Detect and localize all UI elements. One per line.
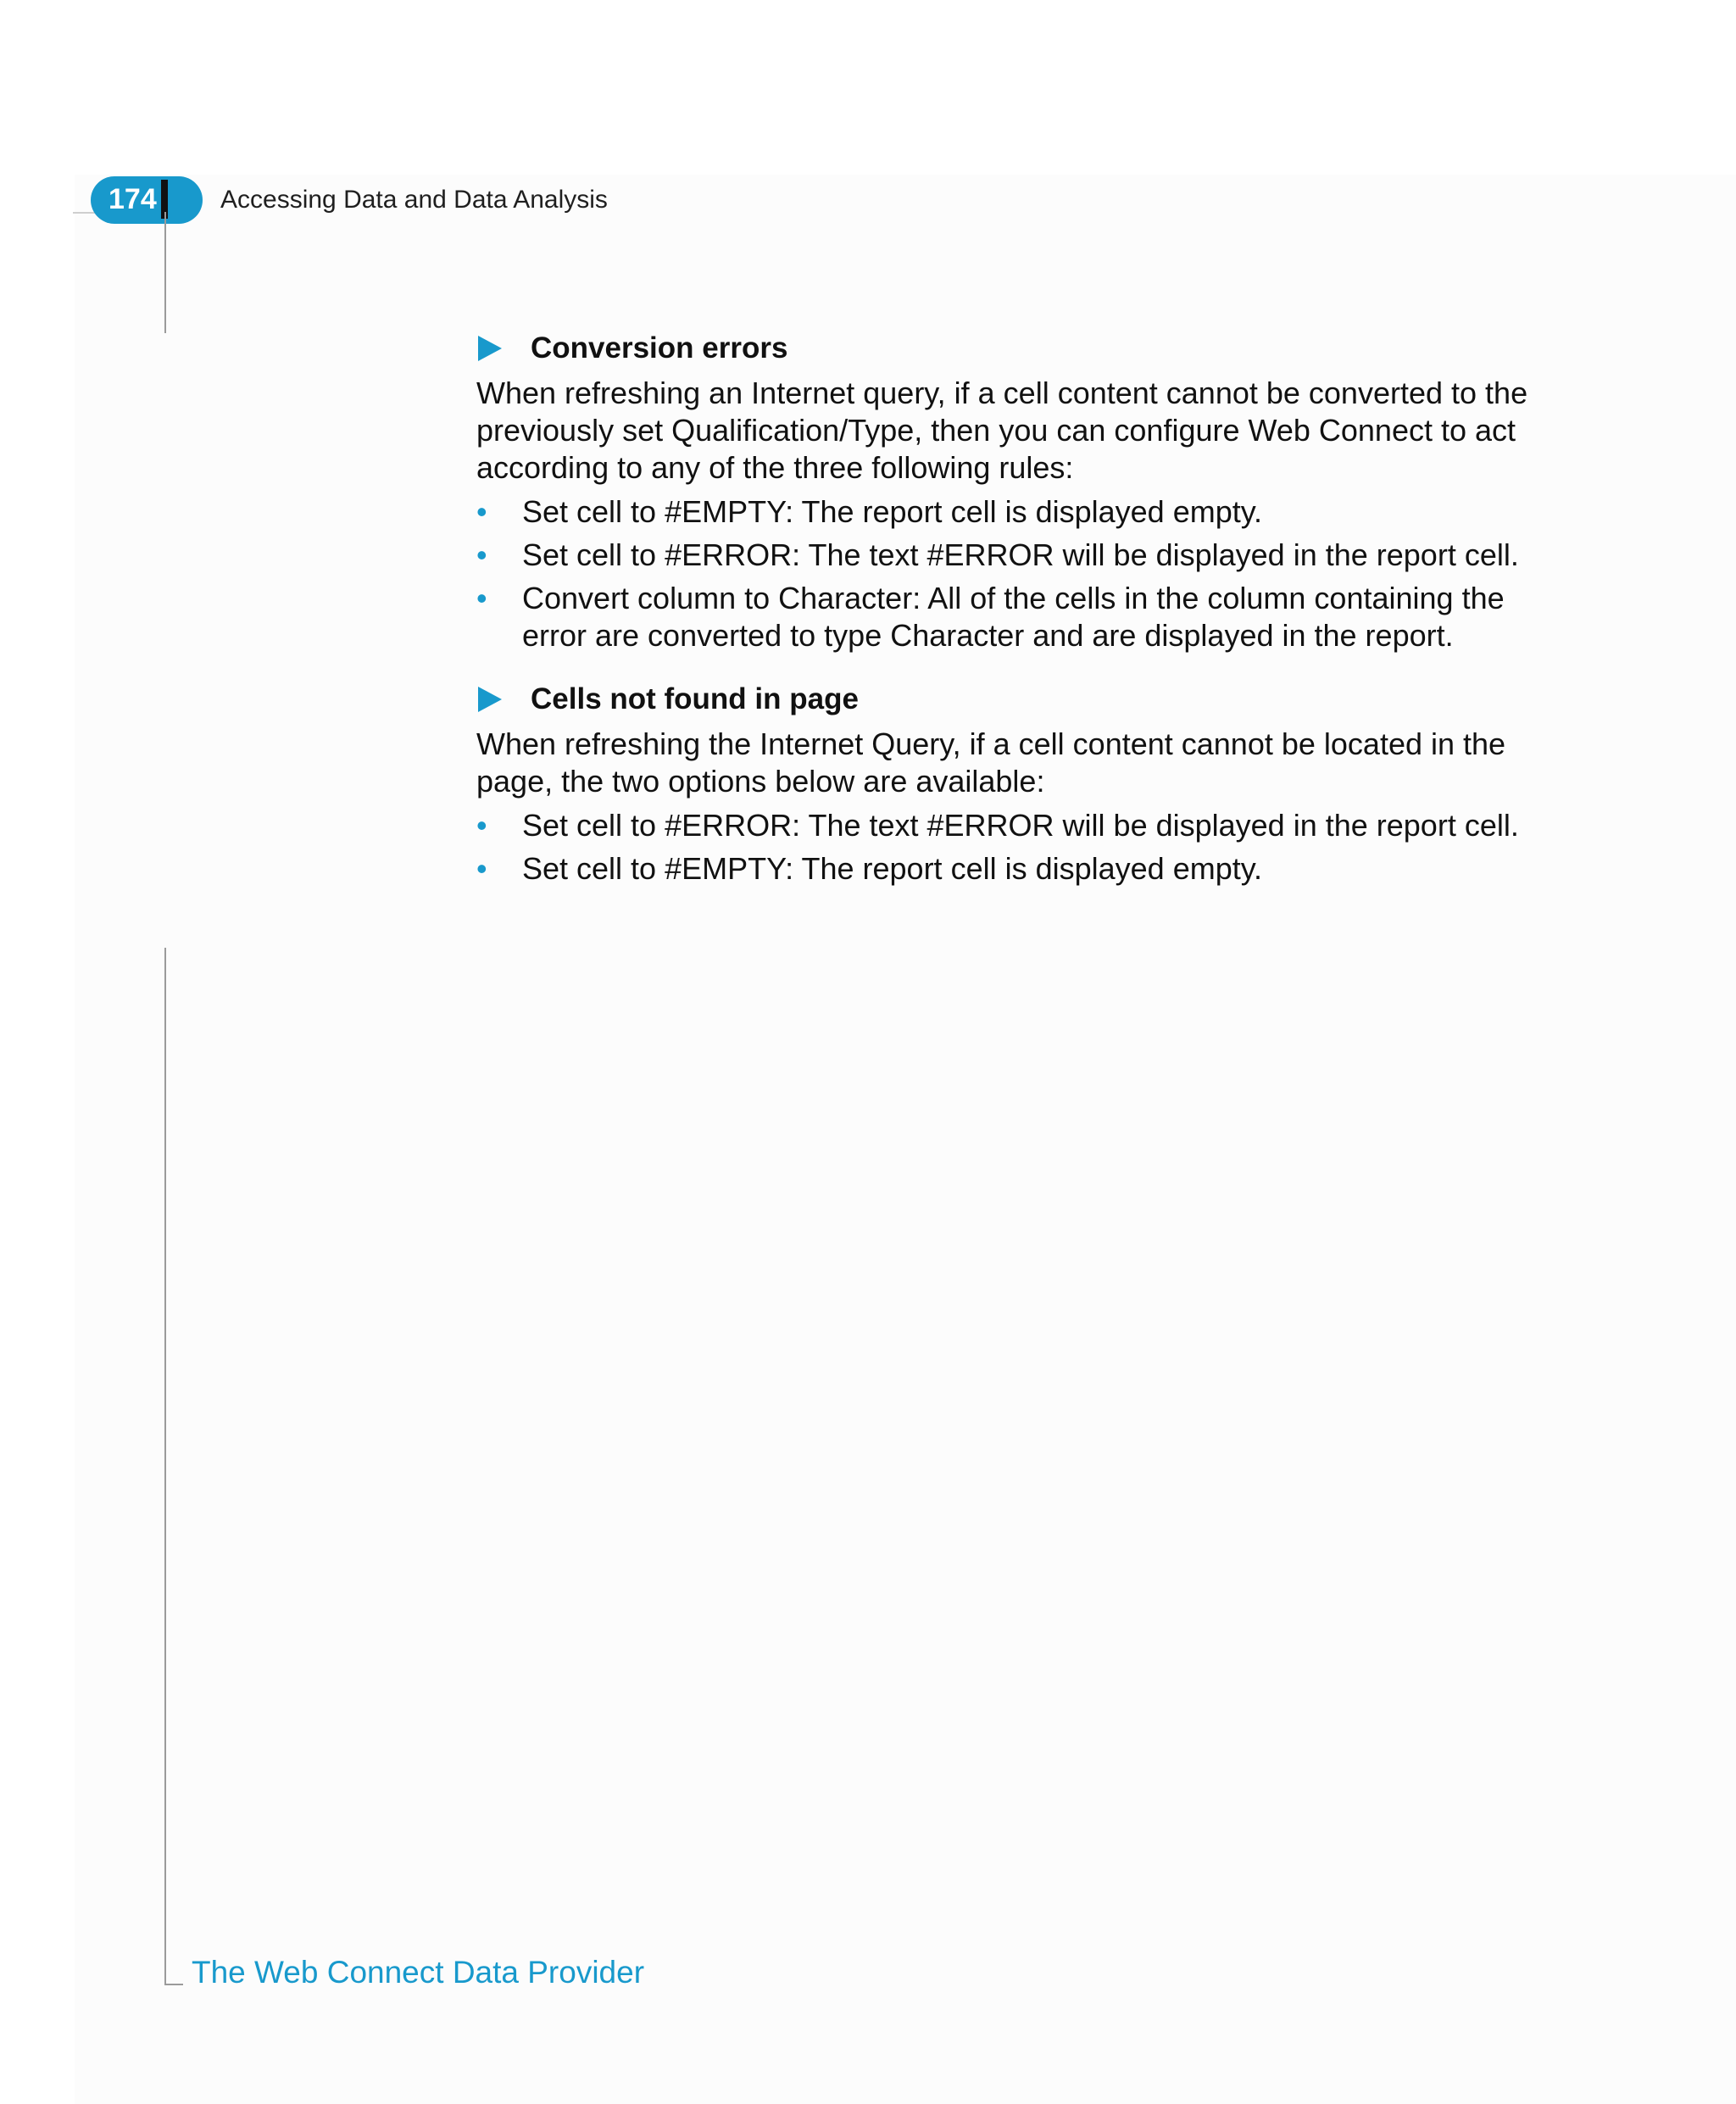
bullet-text: Set cell to #EMPTY: The report cell is displayed empty. <box>522 494 1263 529</box>
section-heading <box>476 676 1561 722</box>
bullet-text: Set cell to #ERROR: The text #ERROR will be displayed in the report cell. <box>522 537 1519 572</box>
footer-rule <box>164 1984 183 1985</box>
page-number: 174 <box>108 183 157 215</box>
section-heading-text: Cells not found in page <box>531 682 859 715</box>
bullet-item <box>476 850 1561 888</box>
bullet-dot-icon: • <box>476 581 487 615</box>
section-conversion-errors <box>476 326 1561 654</box>
bullet-text: Set cell to #EMPTY: The report cell is displayed empty. <box>522 851 1263 886</box>
bullet-item <box>476 493 1561 531</box>
triangle-right-icon <box>478 687 502 712</box>
bullet-dot-icon: • <box>476 537 487 572</box>
section-paragraph: When refreshing the Internet Query, if a cell content cannot be located in the page, the two options below are available: <box>476 726 1506 799</box>
bullet-text: Convert column to Character: All of the cells in the column containing the error are converted to type Character and are displayed in the report. <box>522 581 1505 653</box>
section-cells-not-found <box>476 676 1561 888</box>
bullet-list <box>476 807 1561 888</box>
left-margin-rule-bottom <box>164 948 166 1985</box>
running-header-title: Accessing Data and Data Analysis <box>220 186 608 214</box>
bullet-text: Set cell to #ERROR: The text #ERROR will be displayed in the report cell. <box>522 808 1519 843</box>
bullet-list <box>476 493 1561 654</box>
left-margin-rule-top <box>164 212 166 333</box>
section-paragraph: When refreshing an Internet query, if a cell content cannot be converted to the previously set Qualification/Type, then you can configure Web Connect to act according to any of the three following rules: <box>476 376 1528 485</box>
bullet-dot-icon: • <box>476 851 487 886</box>
triangle-right-icon <box>478 336 502 361</box>
bullet-item <box>476 807 1561 844</box>
section-heading-text: Conversion errors <box>531 331 788 365</box>
footer-chapter-title: The Web Connect Data Provider <box>192 1955 645 1990</box>
section-heading <box>476 326 1561 371</box>
bullet-dot-icon: • <box>476 494 487 529</box>
bullet-item <box>476 537 1561 574</box>
bullet-dot-icon: • <box>476 808 487 843</box>
page-content <box>476 326 1561 893</box>
bullet-item <box>476 580 1561 654</box>
